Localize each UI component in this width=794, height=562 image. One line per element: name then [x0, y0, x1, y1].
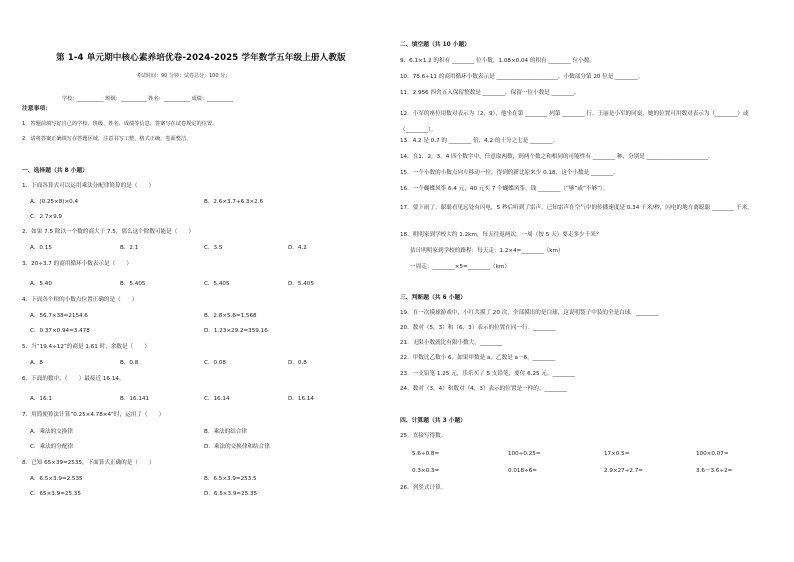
question: 21．无限小数就比有限小数大。________	[400, 340, 503, 346]
question: 16．一个蝴蝶风筝 6.4 元，40 元买 7 个蝴蝶风筝，钱 ________（“够”或“不够”）。	[400, 186, 609, 192]
question: 26．列竖式计算。	[400, 485, 447, 491]
question: 3．20÷3.7 的商用循环小数表示是（ ）	[22, 261, 132, 267]
option: C．2.7×9.9	[30, 214, 62, 220]
option: D．6.5×3.9=25.35	[204, 491, 258, 497]
question: 13．4.2 是 0.7 的 ________ 倍，4.2 的十分之七是 ________。	[400, 138, 559, 144]
question-sub: 一周走：________×5=________（km）	[410, 264, 510, 270]
calc-item: 2.9×27÷2.7=	[604, 468, 643, 474]
question: 15．一个小数的小数点向左移动一位，得到的新比原来少 0.18，这个小数是 ________。	[400, 170, 619, 176]
calc-item: 0.018÷6=	[508, 468, 537, 474]
question: 7．用简便算法计算“0.25×4.78×4”时，运用了（ ）	[22, 412, 165, 418]
question: 8．已知 65×39=2535，下面算式正确的是（ ）	[22, 460, 155, 466]
option: B．2.8×5.6=1.568	[204, 313, 257, 319]
calc-item: 5.6÷0.8=	[412, 451, 440, 457]
option: D．16.14	[288, 396, 314, 402]
question: 1．下面各算式可以运用乘法分配律简算的是（ ）	[22, 183, 155, 189]
option: D．乘法的交换律和结合律	[204, 444, 270, 450]
option: A．16.1	[30, 396, 52, 402]
question: 22．甲数比乙数小 6，如果甲数是 a，乙数是 a－6。________	[400, 355, 556, 361]
calc-item: 100×0.07=	[696, 451, 729, 457]
section-heading: 二、填空题（共 10 小题）	[400, 42, 471, 48]
option: B．0.8	[120, 360, 139, 366]
note-item: 2．请将答案正确填写在答题区域，注意书写工整，格式正确，卷面整洁。	[22, 136, 192, 142]
student-info-fields: 学校：__________ 班级：__________ 姓名：__________ 成绩：__________	[62, 96, 233, 102]
option: C．16.14	[204, 396, 230, 402]
question: 17．要下雨了，聪聪看见远处有闪电，5 秒后听到了雷声。已知雷声在空气中的传播速度是 0.34 千米/秒，闪电的地方离聪聪 ________ 千米。	[400, 205, 753, 211]
note-item: 1．答题前填写好自己的学校、班级、姓名、成绩等信息，答案写在试卷规定的位置。	[22, 121, 218, 127]
option: D．5.405	[288, 281, 314, 287]
question: 12．小军的座位用数对表示为（2，9），他坐在第 ________ 列第 ________ 行。王丽是小军的同桌，她的位置可用数对表示为（________）或（________）。	[400, 111, 749, 133]
question: 2．如果 7.5 除以一个数的商大于 7.5，那么这个除数可能是（ ）	[22, 229, 195, 235]
option: A．乘法的交换律	[30, 429, 73, 435]
option: B．6.5×3.9=253.5	[204, 476, 257, 482]
question-sub: 估计明明家到学校的路程：每天走：1.2×4=________（km）	[410, 248, 564, 254]
option: B．5.405	[120, 281, 146, 287]
option: A．56.7×38=2154.6	[30, 313, 88, 319]
calc-item: 100÷0.25=	[508, 451, 541, 457]
option: C．0.37×0.94=3.478	[30, 328, 90, 334]
calc-item: 3.6－3.6÷2=	[696, 468, 733, 474]
option: C．3.5	[204, 245, 223, 251]
option: D．4.2	[288, 245, 307, 251]
page-title: 第 1-4 单元期中核心素养培优卷-2024-2025 学年数学五年级上册人教版	[56, 53, 346, 63]
option: C．乘法的分配律	[30, 444, 74, 450]
question: 6．下面的数中，（ ）最接近 16.14。	[22, 376, 125, 382]
option: C．65×3.9=25.35	[30, 491, 81, 497]
question: 5．当“19.4÷12”的商是 1.61 时，余数是（ ）	[22, 344, 150, 350]
question: 23．一支铅笔 1.25 元，乐乐买了 5 支铅笔，要付 6.25 元。________	[400, 371, 575, 377]
notes-heading: 注意事项：	[22, 106, 51, 112]
question: 9．6.1×1.2 的积有 ________ 位小数，1.08×0.04 的积有 ________ 位小数。	[400, 58, 595, 64]
option: A．6.5×3.9=2.535	[30, 476, 83, 482]
option: D．1.23×29.2=359.16	[204, 328, 268, 334]
question: 20．数对（5，3）和（6，3）表示的位置在同一行。________	[400, 325, 556, 331]
option: A．8	[30, 360, 43, 366]
option: A．5.40	[30, 281, 52, 287]
question: 10．78.6÷11 的商用循环小数表示是 ______________________，小数部分第 20 位是 ________。	[400, 74, 644, 80]
section-heading: 三、判断题（共 6 小题）	[400, 295, 467, 301]
option: B．2.6×3.7+6.3×2.6	[204, 199, 264, 205]
option: A．(0.25×8)×0.4	[30, 199, 79, 205]
calc-item: 0.3×0.3=	[412, 468, 440, 474]
option: B．乘法的结合律	[204, 429, 247, 435]
question: 18．明明家到学校大约 1.2km，每天往返两次，一周（按 5 天）要走多少千米？	[400, 232, 602, 238]
option: C．0.08	[204, 360, 226, 366]
question: 19．在一次摸球游戏中，小红共摸了 20 次，全部摸出的是白球，这说明袋子中装的全是白球。________	[400, 310, 659, 316]
option: D．0.8	[288, 360, 307, 366]
question: 4．下面各个积的小数点位置正确的是（ ）	[22, 297, 138, 303]
section-heading: 一、选择题（共 8 小题）	[22, 168, 89, 174]
option: B．16.141	[120, 396, 150, 402]
option: C．5.405	[204, 281, 230, 287]
calc-item: 17×0.5=	[604, 451, 630, 457]
question: 14．在1，2，3，4 四个数字中，任意取两数，则两个数之和相同的可能性有 ________ 种，分别是 ______________________。	[400, 154, 714, 160]
option: A．0.15	[30, 245, 52, 251]
question: 24．数对（3，4）和数对（4，3）表示的位置是一样的。________	[400, 386, 567, 392]
option: B．2.1	[120, 245, 139, 251]
question: 11．2.956 四舍五入保留整数是 ________，保留一位小数是 ________。	[400, 90, 580, 96]
section-heading: 四、计算题（共 3 小题）	[400, 418, 467, 424]
question: 25．直接写得数。	[400, 433, 447, 439]
exam-info: 考试时间：90 分钟；试卷总分：100 分；	[136, 73, 231, 79]
